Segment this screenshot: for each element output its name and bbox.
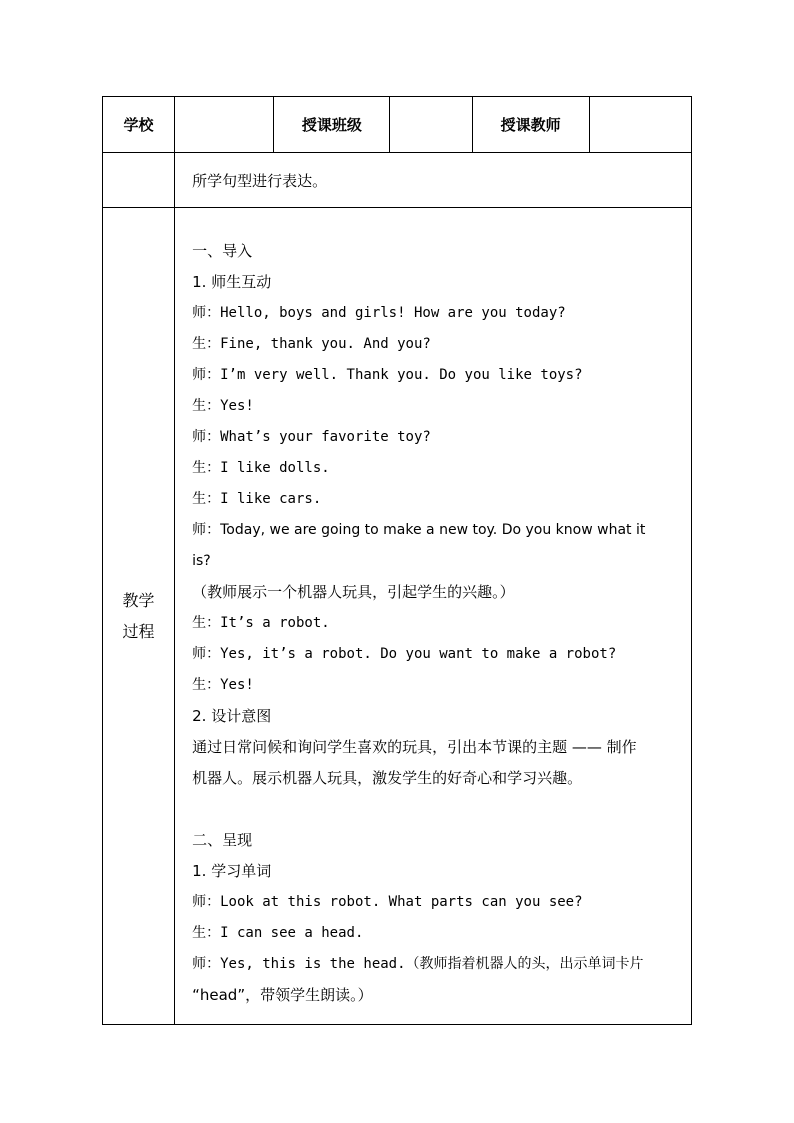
blank-line — [192, 794, 675, 825]
school-label: 学校 — [103, 97, 175, 153]
dialogue-line: 生：Fine, thank you. And you? — [192, 335, 431, 352]
dialogue-line: 师：Yes, it’s a robot. Do you want to make a robot? — [192, 645, 617, 662]
objective-label-cell — [103, 153, 175, 208]
dialogue-line: 师：I’m very well. Thank you. Do you like toys? — [192, 366, 583, 383]
paragraph-line: 机器人。展示机器人玩具，激发学生的好奇心和学习兴趣。 — [192, 768, 583, 787]
dialogue-line: is? — [192, 552, 211, 569]
dialogue-line: 师：Today, we are going to make a new toy. Do you know what it — [192, 521, 646, 538]
process-content — [175, 208, 692, 1025]
subsection-heading: 1. 师生互动 — [192, 272, 272, 291]
teacher-label: 授课教师 — [472, 97, 589, 153]
dialogue-line: 生：Yes! — [192, 397, 254, 414]
dialogue-line: 生：I like dolls. — [192, 459, 330, 476]
lesson-plan-table — [102, 96, 692, 1025]
process-label-line-2: 过程 — [122, 622, 155, 641]
dialogue-line: 生：I can see a head. — [192, 924, 364, 941]
process-label-line-1: 教学 — [122, 591, 155, 610]
dialogue-line: “head”，带领学生朗读。） — [192, 985, 373, 1004]
process-row — [103, 208, 692, 1025]
class-value-cell — [390, 97, 472, 153]
header-row — [103, 97, 692, 153]
paragraph-line: 通过日常问候和询问学生喜欢的玩具，引出本节课的主题 —— 制作 — [192, 737, 637, 756]
teacher-value-cell — [589, 97, 691, 153]
dialogue-line: 师：Yes, this is the head.（教师指着机器人的头，出示单词卡片 — [192, 955, 644, 972]
subsection-heading: 1. 学习单词 — [192, 861, 272, 880]
objective-text: 所学句型进行表达。 — [175, 153, 692, 208]
section-heading: 二、呈现 — [192, 830, 253, 849]
dialogue-line: 生：Yes! — [192, 676, 254, 693]
dialogue-line: 生：I like cars. — [192, 490, 322, 507]
dialogue-line: 生：It’s a robot. — [192, 614, 330, 631]
process-label-cell — [103, 208, 175, 1025]
objective-row — [103, 153, 692, 208]
section-heading: 一、导入 — [192, 241, 253, 260]
school-value-cell — [175, 97, 274, 153]
subsection-heading: 2. 设计意图 — [192, 706, 272, 725]
dialogue-line: 师：Hello, boys and girls! How are you today? — [192, 304, 566, 321]
class-label: 授课班级 — [274, 97, 390, 153]
dialogue-line: 师：What’s your favorite toy? — [192, 428, 431, 445]
stage-direction: （教师展示一个机器人玩具，引起学生的兴趣。） — [192, 582, 515, 601]
dialogue-line: 师：Look at this robot. What parts can you see? — [192, 893, 583, 910]
